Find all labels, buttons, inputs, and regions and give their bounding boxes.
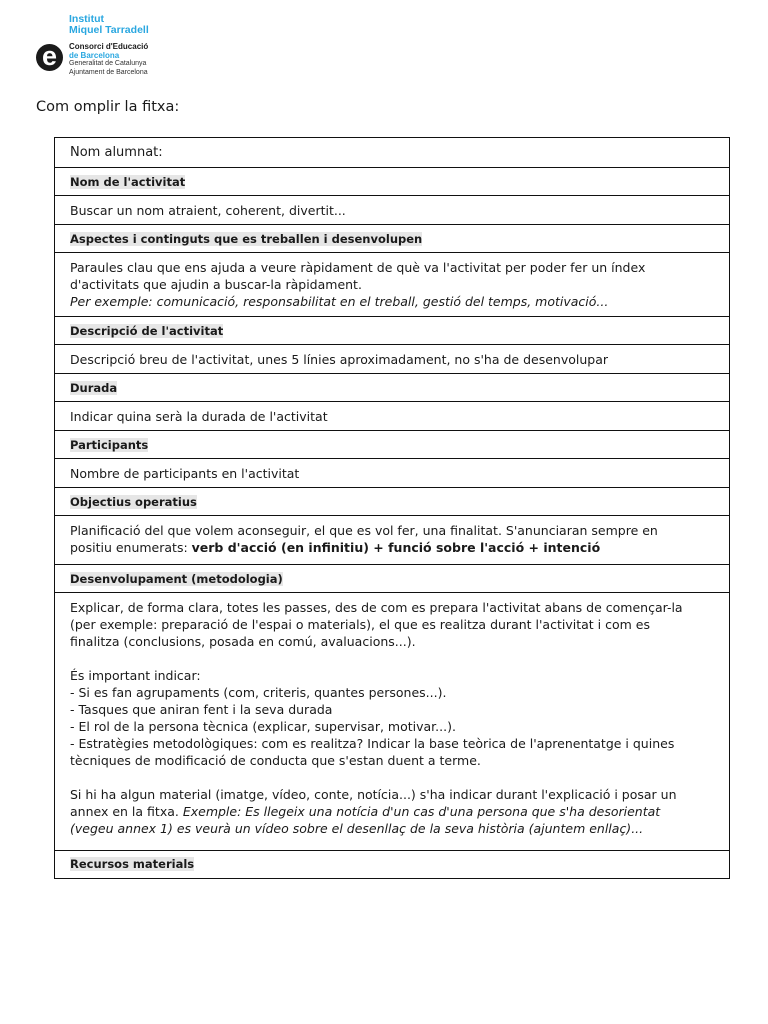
- row-desenvolupament-header: [55, 565, 729, 593]
- page-title: Com omplir la fitxa:: [36, 99, 180, 115]
- objectius-text-2: positiu enumerats:: [70, 540, 192, 555]
- institute-name: [69, 14, 149, 36]
- desenv-p2-4: - Estratègies metodològiques: com es realitza? Indicar la base teòrica de l'aprenentatge i quines: [70, 736, 675, 751]
- aspectes-example: Per exemple: comunicació, responsabilitat en el treball, gestió del temps, motivació...: [70, 294, 609, 309]
- desenv-p3-2-line: [70, 803, 729, 820]
- row-participants-header: [55, 431, 729, 459]
- consortium-line3: Generalitat de Catalunya: [69, 60, 147, 67]
- nom-alumnat-label: Nom alumnat:: [70, 145, 163, 160]
- nom-activitat-header: Nom de l'activitat: [70, 175, 186, 189]
- row-recursos-header: [55, 851, 729, 878]
- objectius-header: Objectius operatius: [70, 495, 197, 509]
- descripcio-text: Descripció breu de l'activitat, unes 5 línies aproximadament, no s'ha de desenvolupar: [70, 352, 608, 367]
- desenv-p3-2a: annex en la fitxa.: [70, 804, 183, 819]
- desenv-p3-1: Si hi ha algun material (imatge, vídeo, conte, notícia...) s'ha indicar durant l'explicació i posar un: [70, 787, 677, 802]
- aspectes-text-1: Paraules clau que ens ajuda a veure ràpidament de què va l'activitat per poder fer un índex: [70, 260, 646, 275]
- consortium-line4: Ajuntament de Barcelona: [69, 68, 148, 76]
- recursos-header: Recursos materials: [70, 857, 195, 871]
- row-descripcio-header: [55, 317, 729, 345]
- row-aspectes-text[interactable]: [55, 253, 729, 317]
- institute-name-line1: Institut: [69, 13, 104, 25]
- desenv-p3-2b: Exemple: Es llegeix una notícia d'un cas d'una persona que s'ha desorientat: [182, 804, 661, 819]
- row-objectius-header: [55, 488, 729, 516]
- objectius-formula: verb d'acció (en infinitiu) + funció sobre l'acció + intenció: [191, 540, 601, 555]
- row-objectius-text[interactable]: [55, 516, 729, 565]
- objectius-text-2-line: [70, 539, 729, 556]
- durada-text: Indicar quina serà la durada de l'activitat: [70, 409, 328, 424]
- aspectes-header: Aspectes i continguts que es treballen i desenvolupen: [70, 232, 423, 246]
- row-aspectes-header: [55, 225, 729, 253]
- participants-text: Nombre de participants en l'activitat: [70, 466, 300, 481]
- desenv-p1-1: Explicar, de forma clara, totes les passes, des de com es prepara l'activitat abans de començar-la: [70, 600, 683, 615]
- desenv-p2-1: - Si es fan agrupaments (com, criteris, quantes persones...).: [70, 685, 447, 700]
- desenv-p2-0: És important indicar:: [70, 668, 201, 683]
- institute-logo: [36, 14, 176, 80]
- objectius-text-1: Planificació del que volem aconseguir, el que es vol fer, una finalitat. S'anunciaran sempre en: [70, 523, 658, 538]
- row-nom-alumnat[interactable]: [55, 138, 729, 168]
- nom-activitat-text: Buscar un nom atraient, coherent, divertit...: [70, 203, 346, 218]
- consortium-line2: de Barcelona: [69, 50, 120, 60]
- desenv-p2-2: - Tasques que aniran fent i la seva durada: [70, 702, 333, 717]
- descripcio-header: Descripció de l'activitat: [70, 324, 224, 338]
- desenv-p2-5: tècniques de modificació de conducta que s'estan duent a terme.: [70, 753, 481, 768]
- row-participants-text[interactable]: [55, 459, 729, 488]
- row-nom-activitat-header: [55, 168, 729, 196]
- participants-header: Participants: [70, 438, 149, 452]
- durada-header: Durada: [70, 381, 118, 395]
- row-desenvolupament-text[interactable]: [55, 593, 729, 851]
- desenv-p1-2: (per exemple: preparació de l'espai o materials), el que es realitza durant l'activitat i com es: [70, 617, 650, 632]
- row-durada-text[interactable]: [55, 402, 729, 431]
- consortium-name: [69, 43, 148, 77]
- row-descripcio-text[interactable]: [55, 345, 729, 374]
- logo-e-mark: e: [36, 44, 63, 71]
- aspectes-text-2: d'activitats que ajudin a buscar-la ràpidament.: [70, 277, 362, 292]
- institute-name-line2: Miquel Tarradell: [69, 24, 149, 36]
- desenv-p1-3: finalitza (conclusions, posada en comú, avaluacions...).: [70, 634, 416, 649]
- consortium-line1: Consorci d'Educació: [69, 42, 149, 51]
- desenv-p3-3: (vegeu annex 1) es veurà un vídeo sobre el desenllaç de la seva història (ajuntem enllaç)...: [70, 821, 644, 836]
- desenv-p2-3: - El rol de la persona tècnica (explicar, supervisar, motivar...).: [70, 719, 456, 734]
- desenvolupament-header: Desenvolupament (metodologia): [70, 572, 283, 586]
- row-durada-header: [55, 374, 729, 402]
- activity-form-table: [54, 137, 730, 879]
- row-nom-activitat-text[interactable]: [55, 196, 729, 225]
